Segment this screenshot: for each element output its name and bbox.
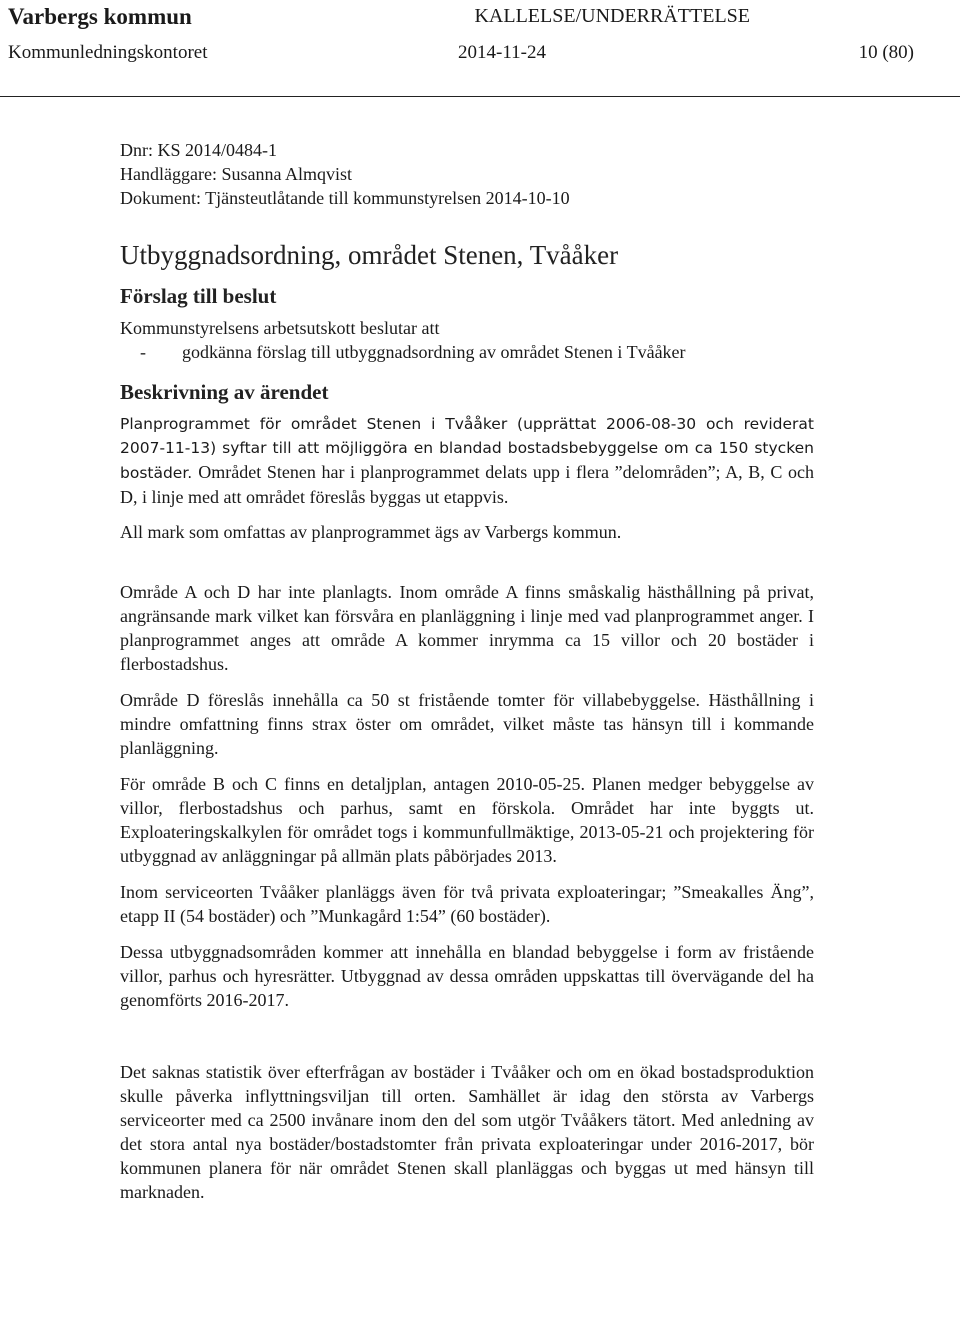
- list-dash: -: [140, 342, 146, 362]
- description-paragraph-3: Område A och D har inte planlagts. Inom område A finns småskalig hästhållning på privat, angränsande mark vilket kan försvåra en planläggning i linje med vad planprogrammet anger. I planprogrammet anges att område A kommer inrymma ca 15 villor och 20 bostäder i flerbostadshus.: [120, 582, 814, 674]
- description-paragraph-8: Det saknas statistik över efterfrågan av bostäder i Tvååker och om en ökad bostadsproduktion skulle påverka inflyttningsviljan till orten. Samhället är idag den största av Varbergs serviceorter med ca 2500 invånare inom den del som utgör Tvååkers tätort. Med anledning av det stora antal nya bostäder/bostadstomter från privata exploateringar under 2016-2017, bör kommunen planera för när området Stenen skall planläggas och byggas ut med hänsyn till marknaden.: [120, 1062, 814, 1202]
- description-paragraph-5: För område B och C finns en detaljplan, antagen 2010-05-25. Planen medger bebyggelse av villor, flerbostadshus och parhus, samt en förskola. Området har inte byggts ut. Exploateringskalkylen för området togs i kommunfullmäktige, 2013-05-21 och projektering för utbyggnad av anläggningar på allmän plats påbörjades 2013.: [120, 774, 814, 866]
- proposal-intro: Kommunstyrelsens arbetsutskott beslutar att: [120, 318, 440, 338]
- header-date: 2014-11-24: [458, 42, 546, 63]
- meta-block: [120, 138, 814, 210]
- document-title: Utbyggnadsordning, området Stenen, Tvååker: [120, 240, 619, 270]
- page-header: [0, 0, 960, 97]
- description-heading: Beskrivning av ärendet: [120, 380, 329, 404]
- dokument: Dokument: Tjänsteutlåtande till kommunstyrelsen 2014-10-10: [120, 188, 570, 208]
- p1-serif: Området Stenen har i planprogrammet delats upp i flera ”delområden”; A, B, C och D, i linje med att området föreslås byggas ut etappvis.: [120, 462, 815, 507]
- handlaggare: Handläggare: Susanna Almqvist: [120, 164, 352, 184]
- document-body: [120, 138, 814, 1204]
- proposal-heading: Förslag till beslut: [120, 284, 277, 308]
- proposal-item: [120, 340, 814, 364]
- org-name: Varbergs kommun: [8, 4, 192, 29]
- doc-type: KALLELSE/UNDERRÄTTELSE: [474, 5, 750, 27]
- dnr: Dnr: KS 2014/0484-1: [120, 140, 277, 160]
- description-paragraph-1: [120, 412, 814, 510]
- description-paragraph-6: Inom serviceorten Tvååker planläggs även för två privata exploateringar; ”Smeakalles Äng”, etapp II (54 bostäder) och ”Munkagård 1:54” (60 bostäder).: [120, 882, 814, 926]
- description-paragraph-2: All mark som omfattas av planprogrammet ägs av Varbergs kommun.: [120, 522, 622, 542]
- description-paragraph-7: Dessa utbyggnadsområden kommer att innehålla en blandad bebyggelse i form av fristående villor, parhus och hyresrätter. Utbyggnad av dessa områden uppskattas till övervägande del ha genomförts 2016-2017.: [120, 942, 814, 1010]
- p1-sans: Planprogrammet för området Stenen i Tvååker (upprättat 2006-08-30 och reviderat 2007-11-13) syftar till att möjliggöra en blandad bostadsbebyggelse om ca 150 stycken bostäder.: [120, 415, 814, 482]
- proposal-item-text: godkänna förslag till utbyggnadsordning av området Stenen i Tvååker: [182, 342, 686, 362]
- description-paragraph-4: Område D föreslås innehålla ca 50 st fristående tomter för villabebyggelse. Hästhållning i mindre omfattning finns strax öster om området, vilket måste tas hänsyn till i kommande planläggning.: [120, 690, 814, 758]
- department: Kommunledningskontoret: [8, 42, 208, 63]
- page-number: 10 (80): [858, 42, 914, 63]
